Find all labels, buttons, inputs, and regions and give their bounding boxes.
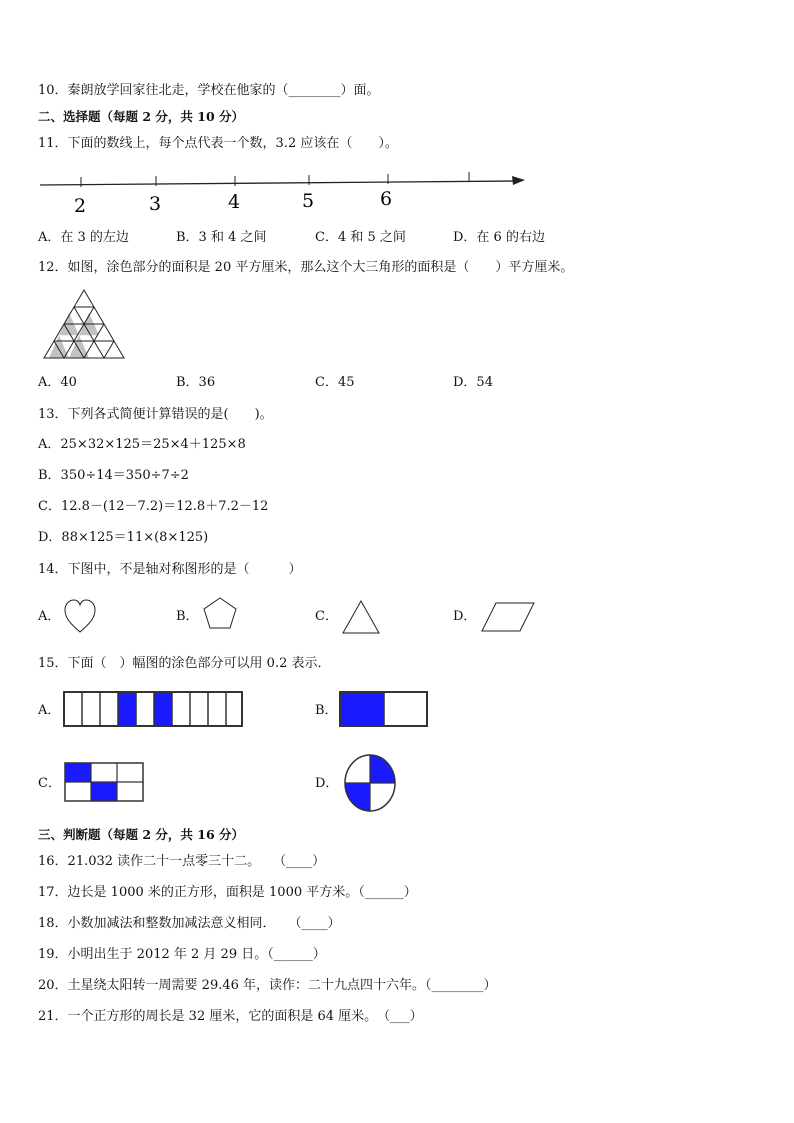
tick-label: 3: [149, 193, 162, 215]
grid-six-parts: [65, 763, 147, 803]
option-d: D．88×125＝11×(8×125): [38, 530, 209, 545]
option-a: A．25×32×125＝25×4＋125×8: [38, 437, 246, 452]
option-c: C．4 和 5 之间: [315, 230, 406, 245]
option-b-label: B．: [315, 703, 338, 718]
question-13: 13．下列各式简便计算错误的是( )。: [38, 407, 273, 422]
option-b: B．36: [176, 375, 216, 390]
option-c-label: C．: [315, 609, 338, 624]
question-14: 14．下图中，不是轴对称图形的是（ ）: [38, 562, 302, 577]
question-20: 20．土星绕太阳转一周需要 29.46 年，读作：二十九点四十六年。（________）: [38, 978, 497, 993]
triangle-figure: [42, 288, 132, 360]
option-b-label: B．: [176, 609, 199, 624]
shaded-part: [154, 692, 172, 726]
circle-four-parts: [342, 753, 398, 815]
pentagon-icon: [201, 596, 241, 636]
option-a: A．在 3 的左边: [38, 230, 129, 245]
option-d-label: D．: [453, 609, 477, 624]
option-a-label: A．: [38, 609, 61, 624]
option-a-label: A．: [38, 703, 61, 718]
question-15: 15．下面（ ）幅图的涂色部分可以用 0.2 表示．: [38, 656, 331, 671]
option-a: A．40: [38, 375, 77, 390]
question-18: 18．小数加减法和整数加减法意义相同． （____）: [38, 916, 341, 931]
tick-label: 4: [228, 191, 241, 213]
question-12: 12．如图，涂色部分的面积是 20 平方厘米，那么这个大三角形的面积是（ ）平方厘米。: [38, 260, 574, 275]
question-17: 17．边长是 1000 米的正方形，面积是 1000 平方米。（______）: [38, 885, 417, 900]
option-c: C．45: [315, 375, 355, 390]
tick-label: 2: [74, 195, 87, 217]
question-10: 10．秦朗放学回家往北走，学校在他家的（________）面。: [38, 83, 380, 98]
arrow-head-icon: [512, 176, 525, 185]
question-16: 16．21.032 读作二十一点零三十二。 （____）: [38, 854, 326, 869]
option-c: C．12.8－(12－7.2)＝12.8＋7.2－12: [38, 499, 269, 514]
option-b: B．350÷14＝350÷7÷2: [38, 468, 189, 483]
tick-label: 5: [302, 190, 315, 212]
grid-line: [104, 341, 114, 358]
option-d: D．在 6 的右边: [453, 230, 545, 245]
shaded-part: [65, 763, 91, 782]
option-c-label: C．: [38, 776, 61, 791]
section-header-choice: 二、选择题（每题 2 分，共 10 分）: [38, 109, 245, 124]
heart-icon: [62, 598, 102, 638]
option-b: B．3 和 4 之间: [176, 230, 267, 245]
tick-label: 6: [380, 188, 393, 210]
option-d-label: D．: [315, 776, 339, 791]
question-19: 19．小明出生于 2012 年 2 月 29 日。（______）: [38, 947, 326, 962]
number-line-axis: [40, 181, 515, 185]
strip-ten-parts: [64, 692, 244, 728]
shaded-part: [91, 782, 117, 801]
triangle-icon: [341, 599, 383, 639]
shaded-part: [340, 692, 384, 726]
shaded-part: [118, 692, 136, 726]
question-21: 21．一个正方形的周长是 32 厘米，它的面积是 64 厘米。 （___）: [38, 1009, 423, 1024]
option-d: D．54: [453, 375, 493, 390]
parallelogram-icon: [480, 601, 540, 635]
number-line: [0, 170, 794, 230]
section-header-judge: 三、判断题（每题 2 分，共 16 分）: [38, 827, 245, 842]
strip-two-parts: [340, 692, 430, 728]
question-11: 11．下面的数线上，每个点代表一个数，3.2 应该在（ ）。: [38, 136, 398, 151]
